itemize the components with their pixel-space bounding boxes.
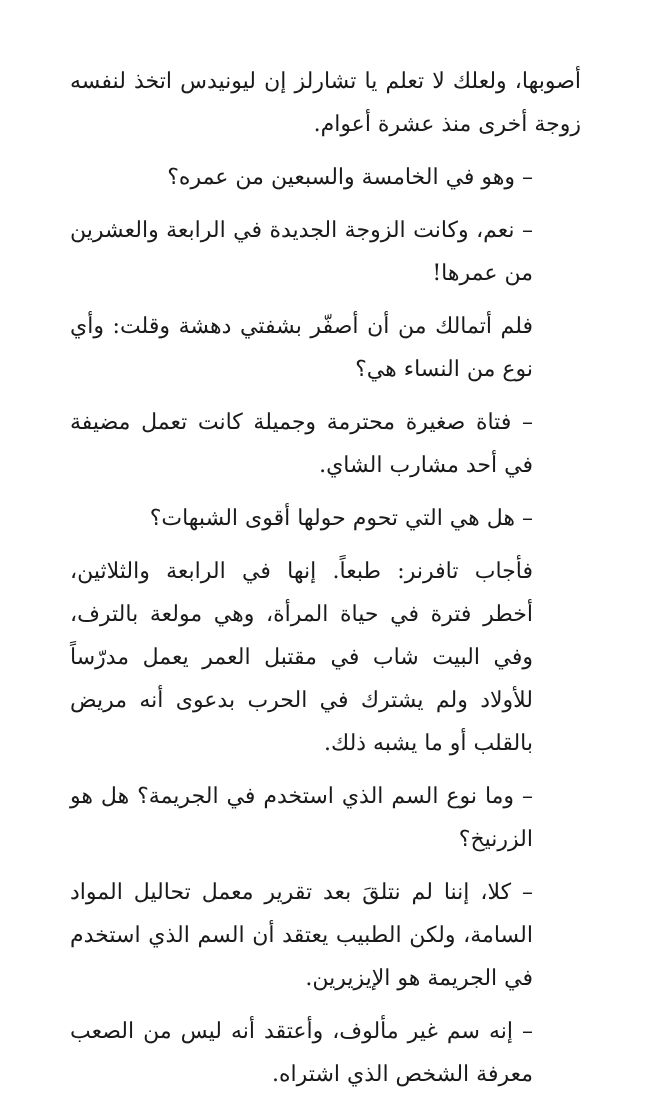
paragraph-4: فلم أتمالك من أن أصفّر بشفتي دهشة وقلت: وأي نوع من النساء هي؟ (70, 314, 533, 382)
paragraph-9: – كلا، إننا لم نتلقَ بعد تقرير معمل تحاليل المواد السامة، ولكن الطبيب يعتقد أن السم الذي استخدم في الجريمة هو الإيزيرين. (70, 880, 533, 991)
paragraph-3: – نعم، وكانت الزوجة الجديدة في الرابعة والعشرين من عمرها! (70, 218, 533, 286)
paragraph-5: – فتاة صغيرة محترمة وجميلة كانت تعمل مضيفة في أحد مشارب الشاي. (70, 410, 533, 478)
paragraph-2: – وهو في الخامسة والسبعين من عمره؟ (167, 165, 533, 190)
paragraph-6: – هل هي التي تحوم حولها أقوى الشبهات؟ (149, 506, 533, 531)
paragraph-7: فأجاب تافرنر: طبعاً. إنها في الرابعة والثلاثين، أخطر فترة في حياة المرأة، وهي مولعة بالترف، وفي البيت شاب في مقتبل العمر يعمل مدرّساً للأولاد ولم يشترك في الحرب بدعوى أنه مريض بالقلب أو ما يشبه ذلك. (70, 559, 533, 756)
paragraph-8: – وما نوع السم الذي استخدم في الجريمة؟ هل هو الزرنيخ؟ (70, 784, 533, 852)
paragraph-1: أصوبها، ولعلك لا تعلم يا تشارلز إن ليونيدس اتخذ لنفسه زوجة أخرى منذ عشرة أعوام. (70, 69, 581, 137)
paragraph-10: – إنه سم غير مألوف، وأعتقد أنه ليس من الصعب معرفة الشخص الذي اشتراه. (70, 1019, 533, 1087)
